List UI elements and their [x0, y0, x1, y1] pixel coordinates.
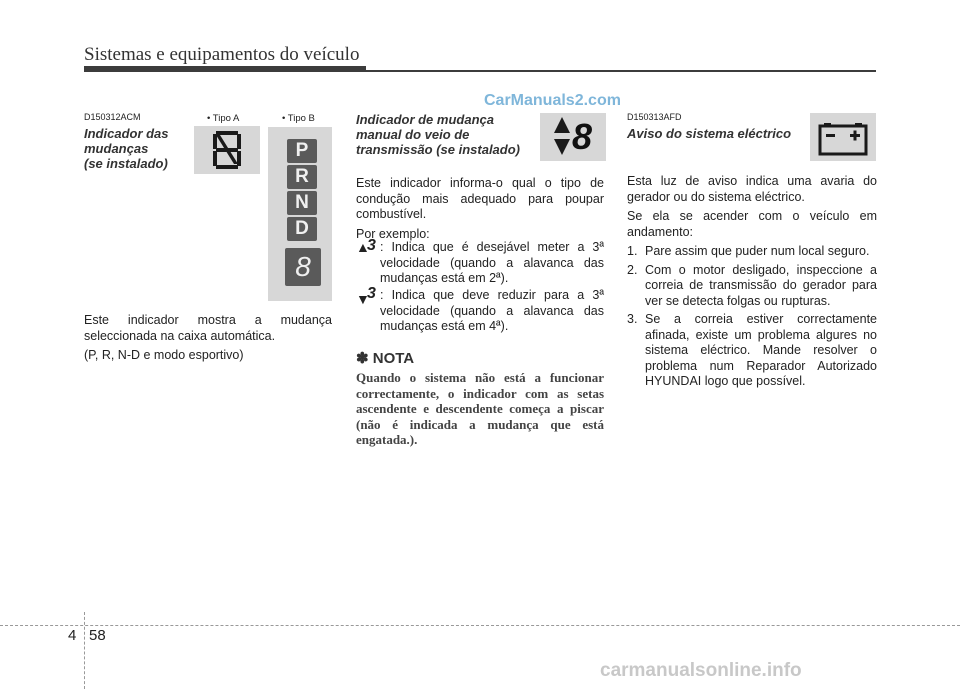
paragraph: (P, R, N-D e modo esportivo)	[84, 348, 244, 362]
battery-warning-panel	[810, 113, 876, 161]
header-rule	[366, 70, 876, 72]
section-code: D150312ACM	[84, 112, 141, 122]
example-upshift	[356, 237, 604, 286]
example-digit: 3	[367, 237, 376, 254]
col2-body	[356, 176, 604, 246]
page-number: 58	[89, 627, 106, 644]
gear-d-indicator	[287, 217, 317, 241]
list-text: Se a correia estiver correctamente afinada, existe um problema algures no sistema eléctrico. Mande resolver o problema num Reparador Autorizado HYUNDAI logo que possível.	[645, 312, 877, 388]
col1-body	[84, 313, 332, 368]
section-heading	[84, 126, 169, 171]
paragraph: Se ela se acender com o veículo em andamento:	[627, 209, 877, 239]
heading-line: mudanças	[84, 141, 149, 156]
list-item	[627, 263, 877, 310]
battery-icon	[810, 113, 876, 161]
footer-watermark: carmanualsonline.info	[600, 660, 802, 681]
heading-line: manual do veio de	[356, 127, 470, 142]
example-text: : Indica que deve reduzir para a 3ª velocidade (quando a alavanca das mudanças está em 4ª).	[380, 288, 604, 333]
shift-indicator-panel	[540, 113, 606, 161]
up-arrow-icon: ▲	[356, 239, 370, 255]
gear-digit-display	[285, 248, 321, 286]
list-number: 2.	[627, 262, 638, 277]
watermark: CarManuals2.com	[484, 92, 621, 109]
down-arrow-icon: ▼	[356, 291, 370, 307]
list-number: 3.	[627, 312, 638, 326]
list-text: Com o motor desligado, inspeccione a correia de transmissão do gerador para ver se detecta folgas ou rupturas.	[645, 262, 877, 308]
heading-line: Indicador das	[84, 126, 169, 141]
gear-r-indicator	[287, 165, 317, 189]
gear-n-indicator	[287, 191, 317, 215]
example-digit: 3	[367, 285, 376, 302]
note-body: Quando o sistema não está a funcionar correctamente, o indicador com as setas ascendente e descendente começa a piscar (não é indicada a mudança que está engatada.).	[356, 370, 604, 447]
shift-digit: 8	[572, 116, 593, 157]
footer-rule	[0, 625, 960, 626]
gear-letter: N	[295, 192, 309, 213]
gear-letter: R	[295, 166, 309, 187]
note-title: ✽ NOTA	[356, 350, 415, 367]
type-a-panel	[194, 126, 260, 174]
section-heading	[356, 112, 520, 157]
list-text: Pare assim que puder num local seguro.	[645, 244, 870, 258]
col3-body	[627, 174, 877, 390]
example-downshift	[356, 285, 604, 334]
section-number: 4	[68, 627, 77, 644]
paragraph: Esta luz de aviso indica uma avaria do gerador ou do sistema eléctrico.	[627, 174, 877, 204]
heading-line: (se instalado)	[84, 156, 168, 171]
gear-p-indicator	[287, 139, 317, 163]
segment-display-icon	[194, 126, 260, 174]
list-item	[627, 312, 877, 390]
paragraph: Este indicador mostra a mudança seleccionada na caixa automática.	[84, 313, 332, 343]
heading-line: transmissão (se instalado)	[356, 142, 520, 157]
gear-letter: D	[295, 218, 309, 239]
gear-letter: P	[295, 140, 309, 161]
paragraph: Este indicador informa-o qual o tipo de condução mais adequado para poupar combustível.	[356, 176, 604, 221]
label-type-b: • Tipo B	[282, 113, 315, 124]
list-item	[627, 244, 877, 260]
page-header-title: Sistemas e equipamentos do veículo	[84, 44, 360, 65]
heading-line: Indicador de mudança	[356, 112, 494, 127]
header-bar	[84, 66, 366, 72]
gear-digit: 8	[295, 251, 311, 282]
example-text: : Indica que é desejável meter a 3ª velocidade (quando a alavanca das mudanças está em 2ª).	[380, 240, 604, 285]
section-heading: Aviso do sistema eléctrico	[627, 126, 792, 141]
label-type-a: • Tipo A	[207, 113, 240, 124]
paragraph: Por exemplo:	[356, 226, 430, 241]
section-code: D150313AFD	[627, 112, 682, 122]
footer-divider	[84, 612, 85, 689]
list-number: 1.	[627, 244, 638, 258]
